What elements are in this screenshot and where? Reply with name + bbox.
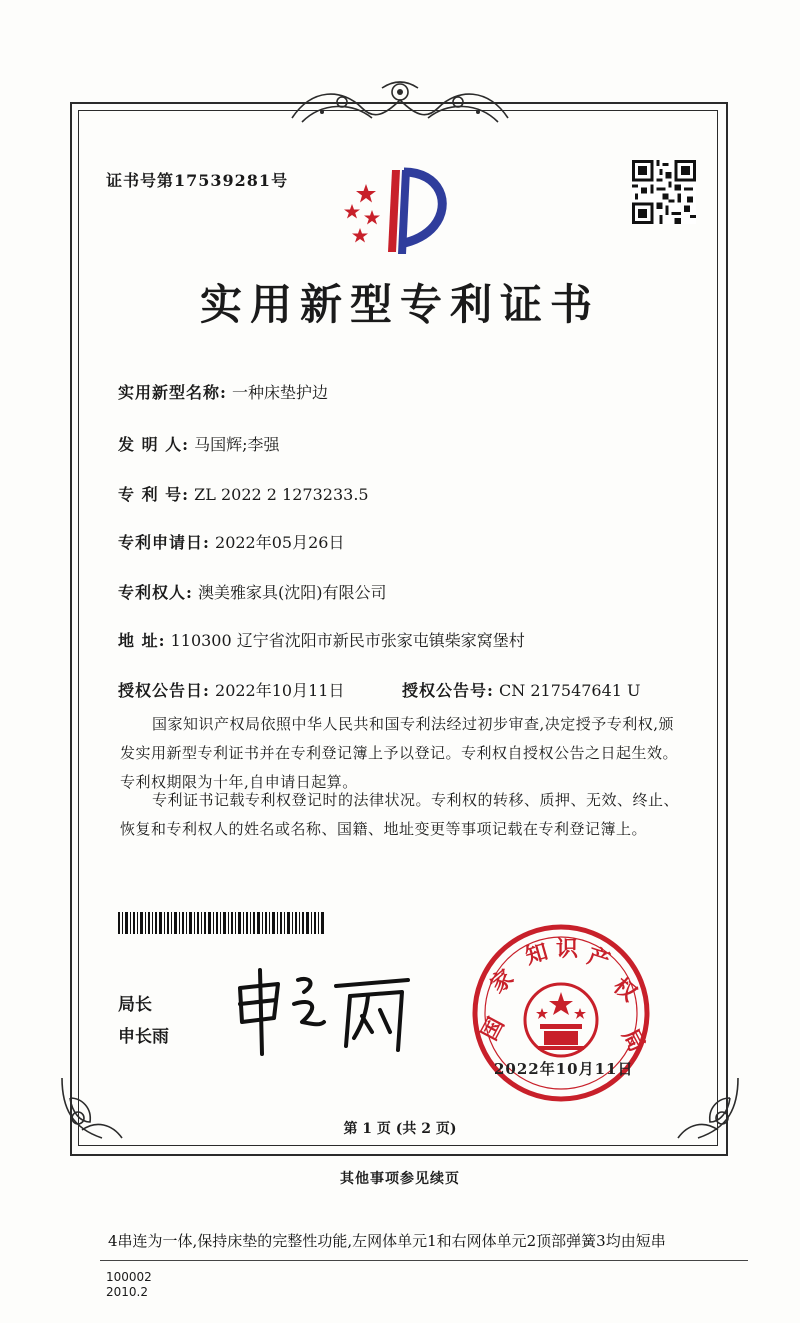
inventor-label: 发 明 人: (118, 435, 190, 454)
qr-code-icon (632, 160, 696, 224)
svg-text:产: 产 (584, 943, 613, 975)
utility-model-name-row (118, 380, 328, 403)
form-code-line-1: 100002 (106, 1270, 152, 1284)
inventor-value: 马国辉;李强 (194, 435, 280, 454)
svg-text:识: 识 (556, 937, 579, 962)
patent-number-row (118, 482, 369, 505)
grant-date-label: 授权公告日: (118, 681, 210, 700)
certificate-number: 证书号第17539281号 (106, 171, 289, 190)
svg-text:局: 局 (616, 1025, 650, 1057)
patent-number-label: 专 利 号: (118, 485, 190, 504)
grant-statement-paragraph: 国家知识产权局依照中华人民共和国专利法经过初步审查,决定授予专利权,颁发实用新型专利证书并在专利登记簿上予以登记。专利权自授权公告之日起生效。专利权期限为十年,自申请日起算。 (120, 715, 679, 791)
filing-date-label: 专利申请日: (118, 533, 210, 552)
address-label: 地 址: (118, 631, 166, 650)
certificate-title: 实用新型专利证书 (199, 280, 600, 329)
handwritten-signature (232, 966, 412, 1056)
filing-date-value: 2022年05月26日 (215, 533, 345, 552)
bottom-divider (100, 1260, 748, 1261)
svg-text:家: 家 (485, 965, 519, 999)
barcode-icon (118, 912, 326, 934)
continuation-text-fragment: 4串连为一体,保持床垫的完整性功能,左网体单元1和右网体单元2顶部弹簧3均由短串 (108, 1232, 666, 1250)
legal-status-paragraph: 专利证书记载专利权登记时的法律状况。专利权的转移、质押、无效、终止、恢复和专利权人的姓名或名称、国籍、地址变更等事项记载在专利登记簿上。 (120, 791, 680, 838)
patentee-row (118, 580, 387, 603)
grant-date-row (118, 678, 344, 701)
director-name: 申长雨 (118, 1027, 169, 1047)
grant-date-value: 2022年10月11日 (215, 681, 345, 700)
svg-text:国: 国 (477, 1013, 510, 1045)
director-title: 局长 (118, 995, 152, 1015)
svg-text:权: 权 (608, 973, 642, 1007)
grant-number-label: 授权公告号: (402, 681, 494, 700)
address-row (118, 628, 525, 651)
form-code-line-2: 2010.2 (106, 1285, 148, 1299)
address-value: 110300 辽宁省沈阳市新民市张家屯镇柴家窝堡村 (170, 631, 525, 650)
patentee-label: 专利权人: (118, 583, 193, 602)
top-ornament (282, 78, 518, 128)
page-number: 第 1 页 (共 2 页) (343, 1121, 457, 1137)
grant-number-row (402, 678, 641, 701)
utility-model-name-value: 一种床垫护边 (232, 383, 329, 402)
cnipa-logo-icon (330, 164, 460, 264)
other-items-note: 其他事项参见续页 (340, 1171, 460, 1187)
svg-text:知: 知 (522, 939, 551, 970)
patentee-value: 澳美雅家具(沈阳)有限公司 (198, 583, 387, 602)
seal-date: 2022年10月11日 (494, 1060, 634, 1078)
form-code (106, 1270, 152, 1300)
grant-number-value: CN 217547641 U (499, 681, 641, 700)
inventor-row (118, 432, 280, 455)
filing-date-row (118, 530, 344, 553)
patent-number-value: ZL 2022 2 1273233.5 (194, 485, 369, 504)
utility-model-name-label: 实用新型名称: (118, 383, 227, 402)
